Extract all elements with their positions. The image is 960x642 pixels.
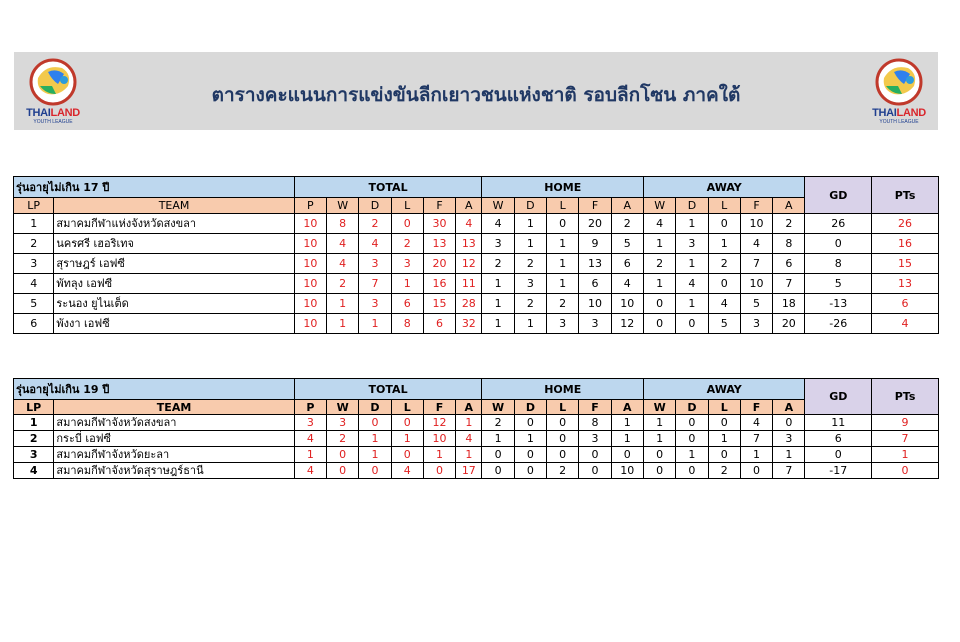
- total-d-cell: 1: [359, 431, 391, 447]
- total-a-cell: 32: [456, 314, 482, 334]
- col-header-l: L: [391, 400, 423, 415]
- goal-difference-cell: 0: [805, 234, 872, 254]
- position-cell: 3: [14, 447, 54, 463]
- col-header-w: W: [327, 198, 359, 214]
- away-f-cell: 7: [740, 254, 772, 274]
- goal-difference-cell: 26: [805, 214, 872, 234]
- col-header-a: A: [456, 400, 482, 415]
- home-l-cell: 0: [547, 447, 579, 463]
- home-f-cell: 13: [579, 254, 611, 274]
- home-f-cell: 9: [579, 234, 611, 254]
- total-p-cell: 10: [294, 294, 326, 314]
- total-l-cell: 6: [391, 294, 423, 314]
- table-row: [14, 314, 939, 334]
- points-cell: 16: [872, 234, 939, 254]
- away-f-cell: 0: [740, 463, 772, 479]
- home-a-cell: 5: [611, 234, 643, 254]
- table-row: [14, 415, 939, 431]
- away-w-cell: 2: [643, 254, 675, 274]
- away-w-cell: 1: [643, 431, 675, 447]
- away-d-cell: 4: [676, 274, 708, 294]
- home-d-cell: 3: [514, 274, 546, 294]
- home-f-cell: 3: [579, 431, 611, 447]
- total-p-cell: 10: [294, 274, 326, 294]
- away-w-cell: 0: [643, 294, 675, 314]
- home-l-cell: 3: [547, 314, 579, 334]
- logo-subtitle: YOUTH LEAGUE: [879, 119, 919, 125]
- position-cell: 4: [14, 463, 54, 479]
- position-cell: 1: [14, 214, 54, 234]
- home-a-cell: 10: [611, 294, 643, 314]
- goal-difference-cell: 0: [805, 447, 872, 463]
- home-w-cell: 2: [482, 415, 514, 431]
- away-a-cell: 8: [773, 234, 805, 254]
- col-header-f: F: [423, 198, 455, 214]
- total-f-cell: 0: [423, 463, 455, 479]
- total-w-cell: 2: [327, 431, 359, 447]
- total-a-cell: 12: [456, 254, 482, 274]
- points-cell: 4: [872, 314, 939, 334]
- away-f-cell: 4: [740, 234, 772, 254]
- away-a-cell: 0: [773, 415, 805, 431]
- home-d-cell: 1: [514, 431, 546, 447]
- team-name-cell: สมาคมกีฬาจังหวัดยะลา: [54, 447, 294, 463]
- col-header-w: W: [643, 400, 675, 415]
- home-w-cell: 1: [482, 314, 514, 334]
- table-row: [14, 431, 939, 447]
- away-d-cell: 0: [676, 314, 708, 334]
- position-cell: 2: [14, 234, 54, 254]
- points-cell: 7: [872, 431, 939, 447]
- goal-difference-cell: 5: [805, 274, 872, 294]
- col-header-d: D: [676, 400, 708, 415]
- col-header-p: P: [294, 198, 326, 214]
- header-banner: [14, 52, 938, 130]
- total-f-cell: 15: [423, 294, 455, 314]
- points-cell: 15: [872, 254, 939, 274]
- home-d-cell: 1: [514, 214, 546, 234]
- away-a-cell: 18: [773, 294, 805, 314]
- total-p-cell: 3: [294, 415, 326, 431]
- team-header: TEAM: [54, 198, 294, 214]
- home-w-cell: 1: [482, 294, 514, 314]
- total-group-header: TOTAL: [294, 379, 482, 400]
- table-row: [14, 294, 939, 314]
- total-w-cell: 0: [327, 447, 359, 463]
- home-group-header: HOME: [482, 379, 644, 400]
- home-l-cell: 1: [547, 254, 579, 274]
- home-w-cell: 3: [482, 234, 514, 254]
- away-f-cell: 10: [740, 214, 772, 234]
- total-l-cell: 1: [391, 431, 423, 447]
- team-name-cell: พังงา เอฟซี: [54, 314, 294, 334]
- away-w-cell: 1: [643, 415, 675, 431]
- home-f-cell: 10: [579, 294, 611, 314]
- gd-header: GD: [805, 379, 872, 415]
- away-group-header: AWAY: [643, 379, 804, 400]
- total-d-cell: 3: [359, 294, 391, 314]
- away-w-cell: 0: [643, 314, 675, 334]
- total-l-cell: 0: [391, 447, 423, 463]
- total-d-cell: 1: [359, 447, 391, 463]
- home-l-cell: 0: [547, 415, 579, 431]
- total-l-cell: 0: [391, 415, 423, 431]
- away-d-cell: 1: [676, 254, 708, 274]
- home-a-cell: 2: [611, 214, 643, 234]
- col-header-d: D: [514, 198, 546, 214]
- position-cell: 6: [14, 314, 54, 334]
- total-d-cell: 0: [359, 463, 391, 479]
- home-w-cell: 1: [482, 274, 514, 294]
- table-row: [14, 447, 939, 463]
- home-l-cell: 2: [547, 463, 579, 479]
- away-f-cell: 10: [740, 274, 772, 294]
- home-l-cell: 0: [547, 431, 579, 447]
- away-l-cell: 0: [708, 447, 740, 463]
- home-f-cell: 0: [579, 447, 611, 463]
- total-d-cell: 0: [359, 415, 391, 431]
- team-name-cell: ระนอง ยูไนเต็ด: [54, 294, 294, 314]
- away-l-cell: 2: [708, 463, 740, 479]
- lp-header: LP: [14, 400, 54, 415]
- total-w-cell: 0: [327, 463, 359, 479]
- team-name-cell: พัทลุง เอฟซี: [54, 274, 294, 294]
- home-d-cell: 0: [514, 415, 546, 431]
- total-l-cell: 3: [391, 254, 423, 274]
- home-d-cell: 1: [514, 234, 546, 254]
- col-header-a: A: [456, 198, 482, 214]
- total-f-cell: 16: [423, 274, 455, 294]
- standings-table-u19: [13, 378, 939, 479]
- away-d-cell: 1: [676, 294, 708, 314]
- col-header-f: F: [423, 400, 455, 415]
- total-l-cell: 1: [391, 274, 423, 294]
- away-f-cell: 4: [740, 415, 772, 431]
- table-row: [14, 254, 939, 274]
- col-header-l: L: [547, 400, 579, 415]
- total-a-cell: 1: [456, 447, 482, 463]
- col-header-w: W: [327, 400, 359, 415]
- goal-difference-cell: -13: [805, 294, 872, 314]
- total-d-cell: 2: [359, 214, 391, 234]
- total-w-cell: 4: [327, 234, 359, 254]
- team-name-cell: สมาคมกีฬาจังหวัดสุราษฎร์ธานี: [54, 463, 294, 479]
- away-w-cell: 1: [643, 274, 675, 294]
- away-a-cell: 20: [773, 314, 805, 334]
- standings-table-u17: [13, 176, 939, 334]
- total-d-cell: 3: [359, 254, 391, 274]
- page-title: ตารางคะแนนการแข่งขันลีกเยาวชนแห่งชาติ รอบลีกโซน ภาคใต้: [211, 84, 741, 106]
- away-d-cell: 0: [676, 415, 708, 431]
- table-row: [14, 274, 939, 294]
- away-a-cell: 7: [773, 274, 805, 294]
- goal-difference-cell: 6: [805, 431, 872, 447]
- total-f-cell: 30: [423, 214, 455, 234]
- col-header-f: F: [579, 198, 611, 214]
- team-name-cell: สุราษฎร์ เอฟซี: [54, 254, 294, 274]
- total-a-cell: 1: [456, 415, 482, 431]
- points-cell: 13: [872, 274, 939, 294]
- home-l-cell: 2: [547, 294, 579, 314]
- team-name-cell: นครศรี เฮอริเทจ: [54, 234, 294, 254]
- pts-header: PTs: [872, 177, 939, 214]
- total-l-cell: 2: [391, 234, 423, 254]
- col-header-f: F: [740, 400, 772, 415]
- home-a-cell: 0: [611, 447, 643, 463]
- goal-difference-cell: -17: [805, 463, 872, 479]
- total-d-cell: 7: [359, 274, 391, 294]
- home-a-cell: 4: [611, 274, 643, 294]
- col-header-a: A: [773, 198, 805, 214]
- away-l-cell: 1: [708, 431, 740, 447]
- total-w-cell: 8: [327, 214, 359, 234]
- points-cell: 6: [872, 294, 939, 314]
- col-header-l: L: [708, 400, 740, 415]
- home-a-cell: 10: [611, 463, 643, 479]
- away-f-cell: 1: [740, 447, 772, 463]
- away-a-cell: 3: [773, 431, 805, 447]
- points-cell: 0: [872, 463, 939, 479]
- total-p-cell: 10: [294, 254, 326, 274]
- total-p-cell: 4: [294, 431, 326, 447]
- away-d-cell: 0: [676, 463, 708, 479]
- team-name-cell: สมาคมกีฬาแห่งจังหวัดสงขลา: [54, 214, 294, 234]
- col-header-w: W: [643, 198, 675, 214]
- home-group-header: HOME: [482, 177, 644, 198]
- team-header: TEAM: [54, 400, 294, 415]
- team-name-cell: กระบี่ เอฟซี: [54, 431, 294, 447]
- pts-header: PTs: [872, 379, 939, 415]
- away-w-cell: 1: [643, 234, 675, 254]
- total-l-cell: 0: [391, 214, 423, 234]
- home-w-cell: 1: [482, 431, 514, 447]
- lp-header: LP: [14, 198, 54, 214]
- away-w-cell: 4: [643, 214, 675, 234]
- home-a-cell: 12: [611, 314, 643, 334]
- home-f-cell: 0: [579, 463, 611, 479]
- col-header-p: P: [294, 400, 326, 415]
- col-header-a: A: [773, 400, 805, 415]
- away-d-cell: 3: [676, 234, 708, 254]
- away-d-cell: 1: [676, 447, 708, 463]
- home-f-cell: 3: [579, 314, 611, 334]
- goal-difference-cell: 11: [805, 415, 872, 431]
- away-l-cell: 0: [708, 415, 740, 431]
- total-f-cell: 13: [423, 234, 455, 254]
- total-w-cell: 1: [327, 294, 359, 314]
- table-row: [14, 234, 939, 254]
- away-l-cell: 5: [708, 314, 740, 334]
- table-row: [14, 463, 939, 479]
- away-f-cell: 7: [740, 431, 772, 447]
- total-p-cell: 10: [294, 314, 326, 334]
- total-p-cell: 10: [294, 214, 326, 234]
- logo-subtitle: YOUTH LEAGUE: [33, 119, 73, 125]
- away-f-cell: 3: [740, 314, 772, 334]
- total-p-cell: 4: [294, 463, 326, 479]
- points-cell: 1: [872, 447, 939, 463]
- total-a-cell: 4: [456, 431, 482, 447]
- total-d-cell: 1: [359, 314, 391, 334]
- away-l-cell: 0: [708, 274, 740, 294]
- total-a-cell: 13: [456, 234, 482, 254]
- away-d-cell: 0: [676, 431, 708, 447]
- total-group-header: TOTAL: [294, 177, 482, 198]
- home-d-cell: 1: [514, 314, 546, 334]
- col-header-d: D: [359, 198, 391, 214]
- position-cell: 1: [14, 415, 54, 431]
- home-f-cell: 8: [579, 415, 611, 431]
- col-header-d: D: [359, 400, 391, 415]
- home-w-cell: 4: [482, 214, 514, 234]
- total-w-cell: 4: [327, 254, 359, 274]
- total-a-cell: 11: [456, 274, 482, 294]
- col-header-a: A: [611, 198, 643, 214]
- goal-difference-cell: -26: [805, 314, 872, 334]
- home-w-cell: 2: [482, 254, 514, 274]
- home-a-cell: 1: [611, 431, 643, 447]
- col-header-a: A: [611, 400, 643, 415]
- gd-header: GD: [805, 177, 872, 214]
- total-f-cell: 6: [423, 314, 455, 334]
- age-group-label: รุ่นอายุไม่เกิน 17 ปี: [14, 177, 295, 198]
- total-f-cell: 1: [423, 447, 455, 463]
- position-cell: 4: [14, 274, 54, 294]
- away-a-cell: 7: [773, 463, 805, 479]
- home-w-cell: 0: [482, 447, 514, 463]
- logo-wordmark: THAILAND: [26, 107, 80, 119]
- home-a-cell: 1: [611, 415, 643, 431]
- table-row: [14, 214, 939, 234]
- home-l-cell: 1: [547, 234, 579, 254]
- col-header-w: W: [482, 198, 514, 214]
- total-a-cell: 17: [456, 463, 482, 479]
- home-w-cell: 0: [482, 463, 514, 479]
- home-l-cell: 0: [547, 214, 579, 234]
- home-l-cell: 1: [547, 274, 579, 294]
- col-header-f: F: [579, 400, 611, 415]
- col-header-l: L: [547, 198, 579, 214]
- away-group-header: AWAY: [643, 177, 804, 198]
- col-header-w: W: [482, 400, 514, 415]
- total-f-cell: 10: [423, 431, 455, 447]
- home-d-cell: 2: [514, 294, 546, 314]
- position-cell: 3: [14, 254, 54, 274]
- away-w-cell: 0: [643, 447, 675, 463]
- away-f-cell: 5: [740, 294, 772, 314]
- away-d-cell: 1: [676, 214, 708, 234]
- away-l-cell: 1: [708, 234, 740, 254]
- total-l-cell: 4: [391, 463, 423, 479]
- logo-wordmark: THAILAND: [872, 107, 926, 119]
- home-f-cell: 6: [579, 274, 611, 294]
- total-f-cell: 12: [423, 415, 455, 431]
- team-name-cell: สมาคมกีฬาจังหวัดสงขลา: [54, 415, 294, 431]
- away-l-cell: 0: [708, 214, 740, 234]
- total-f-cell: 20: [423, 254, 455, 274]
- home-d-cell: 0: [514, 447, 546, 463]
- position-cell: 5: [14, 294, 54, 314]
- total-a-cell: 4: [456, 214, 482, 234]
- thailand-youth-league-logo-icon: [864, 56, 934, 126]
- col-header-f: F: [740, 198, 772, 214]
- position-cell: 2: [14, 431, 54, 447]
- total-w-cell: 3: [327, 415, 359, 431]
- col-header-d: D: [514, 400, 546, 415]
- home-f-cell: 20: [579, 214, 611, 234]
- goal-difference-cell: 8: [805, 254, 872, 274]
- col-header-l: L: [708, 198, 740, 214]
- total-w-cell: 2: [327, 274, 359, 294]
- home-a-cell: 6: [611, 254, 643, 274]
- total-w-cell: 1: [327, 314, 359, 334]
- away-a-cell: 6: [773, 254, 805, 274]
- away-w-cell: 0: [643, 463, 675, 479]
- total-d-cell: 4: [359, 234, 391, 254]
- away-a-cell: 1: [773, 447, 805, 463]
- age-group-label: รุ่นอายุไม่เกิน 19 ปี: [14, 379, 295, 400]
- points-cell: 26: [872, 214, 939, 234]
- total-p-cell: 1: [294, 447, 326, 463]
- total-p-cell: 10: [294, 234, 326, 254]
- col-header-d: D: [676, 198, 708, 214]
- home-d-cell: 0: [514, 463, 546, 479]
- total-a-cell: 28: [456, 294, 482, 314]
- home-d-cell: 2: [514, 254, 546, 274]
- total-l-cell: 8: [391, 314, 423, 334]
- away-a-cell: 2: [773, 214, 805, 234]
- points-cell: 9: [872, 415, 939, 431]
- away-l-cell: 2: [708, 254, 740, 274]
- away-l-cell: 4: [708, 294, 740, 314]
- col-header-l: L: [391, 198, 423, 214]
